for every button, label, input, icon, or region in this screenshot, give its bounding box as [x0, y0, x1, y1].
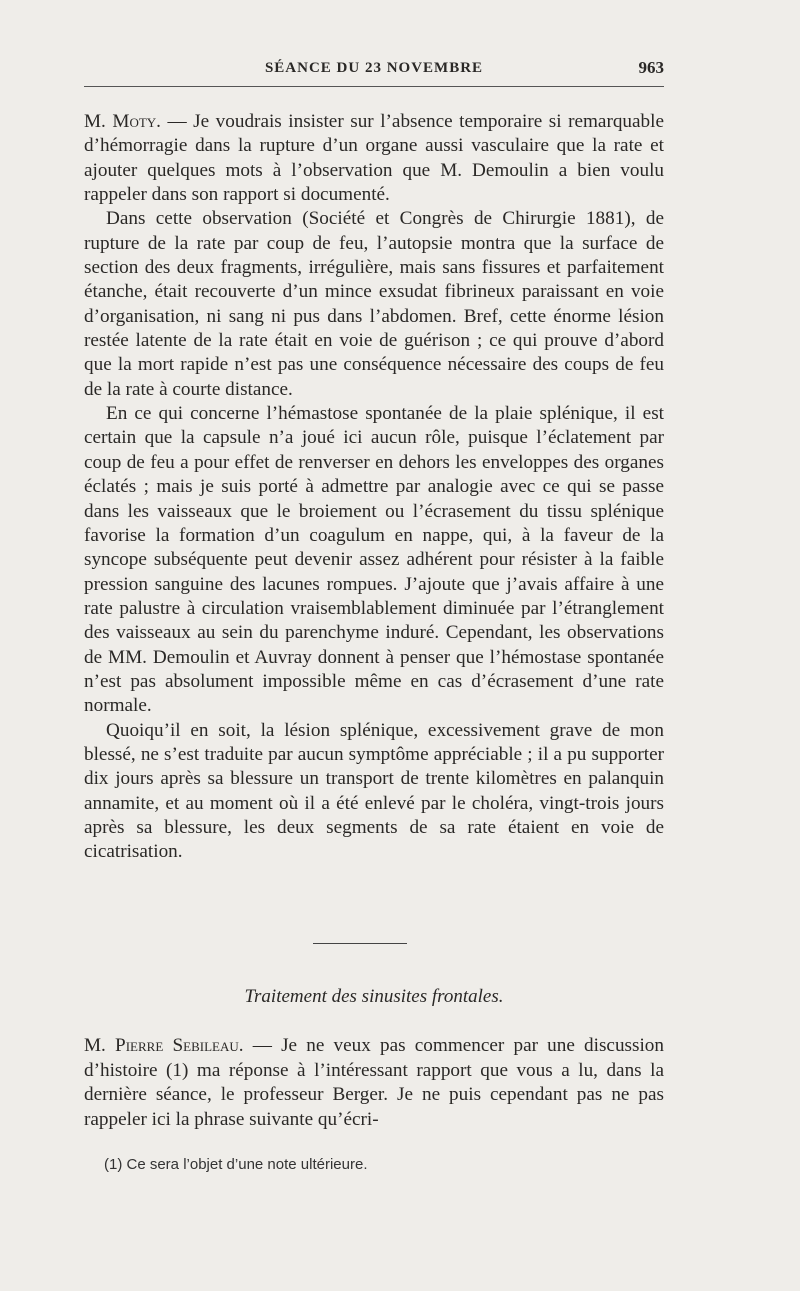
- paragraph-moty: [84, 110, 664, 207]
- page-number: 963: [638, 58, 664, 77]
- paragraph-text: — Je ne veux pas commencer par une discussion d’histoire (1) ma réponse à l’intéressant rapport que vous a lu, dans la dernière séance, le professeur Berger. Je ne puis cependant pas ne pas rappeler ici la phrase suivante qu’écri-: [84, 1035, 664, 1130]
- paragraph-hemostasis: En ce qui concerne l’hémastose spontanée de la plaie splénique, il est certain que la capsule n’a joué ici aucun rôle, puisque l’éclatement par coup de feu a pour effet de renverser en dehors les enveloppes des organes éclatés ; mais je suis porté à admettre par analogie avec ce qui se passe dans les vaisseaux que le broiement ou l’écrasement du tissu splénique favorise la formation d’un coagulum en nappe, qui, à la faveur de la syncope subséquente peut devenir assez adhérent pour résister à la faible pression sanguine des lacunes rompues. J’ajoute que j’avais affaire à une rate palustre à circulation vraisemblablement diminuée par l’étranglement des vaisseaux au sein du parenchyme induré. Cependant, les observations de MM. Demoulin et Auvray donnent à penser que l’hémostase spontanée n’est pas absolument impossible même en cas d’écrasement d’une rate normale.: [84, 403, 664, 717]
- section-title: Traitement des sinusites frontales.: [244, 986, 504, 1007]
- speaker-name: M. Pierre Sebileau.: [84, 1035, 244, 1056]
- speaker-name: M. Moty.: [84, 111, 161, 132]
- paragraph-observation: Dans cette observation (Société et Congrès de Chirurgie 1881), de rupture de la rate par coup de feu, l’autopsie montra que la surface de section des deux fragments, irrégulière, mais sans fissures et parfaitement étanche, était recouverte d’un mince exsudat fibrineux paraissant en voie d’organisation, ni sang ni pus dans l’abdomen. Bref, cette énorme lésion restée latente de la rate était en voie de guérison ; ce qui prouve d’abord que la mort rapide n’est pas une conséquence nécessaire des coups de feu de la rate à courte distance.: [84, 208, 664, 400]
- paragraph-text: — Je voudrais insister sur l’absence temporaire si remarquable d’hémorragie dans la rupture d’un organe aussi vasculaire que la rate et ajouter quelques mots à l’observation que M. Demoulin a bien voulu rappeler dans son rapport si documenté.: [84, 111, 664, 206]
- discussion-body: [84, 110, 664, 865]
- footnote: (1) Ce sera l’objet d’une note ultérieure.: [104, 1156, 368, 1173]
- paragraph-lesion: Quoiqu’il en soit, la lésion splénique, excessivement grave de mon blessé, ne s’est traduite par aucun symptôme appréciable ; il a pu supporter dix jours après sa blessure un transport de trente kilomètres en palanquin annamite, et au moment où il a été enlevé par le choléra, vingt-trois jours après sa blessure, les deux segments de sa rate étaient en voie de cicatrisation.: [84, 719, 664, 863]
- sebileau-body: [84, 1034, 664, 1132]
- section-divider: [313, 943, 407, 944]
- page-header: [84, 56, 664, 87]
- running-title: SÉANCE DU 23 NOVEMBRE: [264, 60, 484, 76]
- paragraph-sebileau: [84, 1034, 664, 1132]
